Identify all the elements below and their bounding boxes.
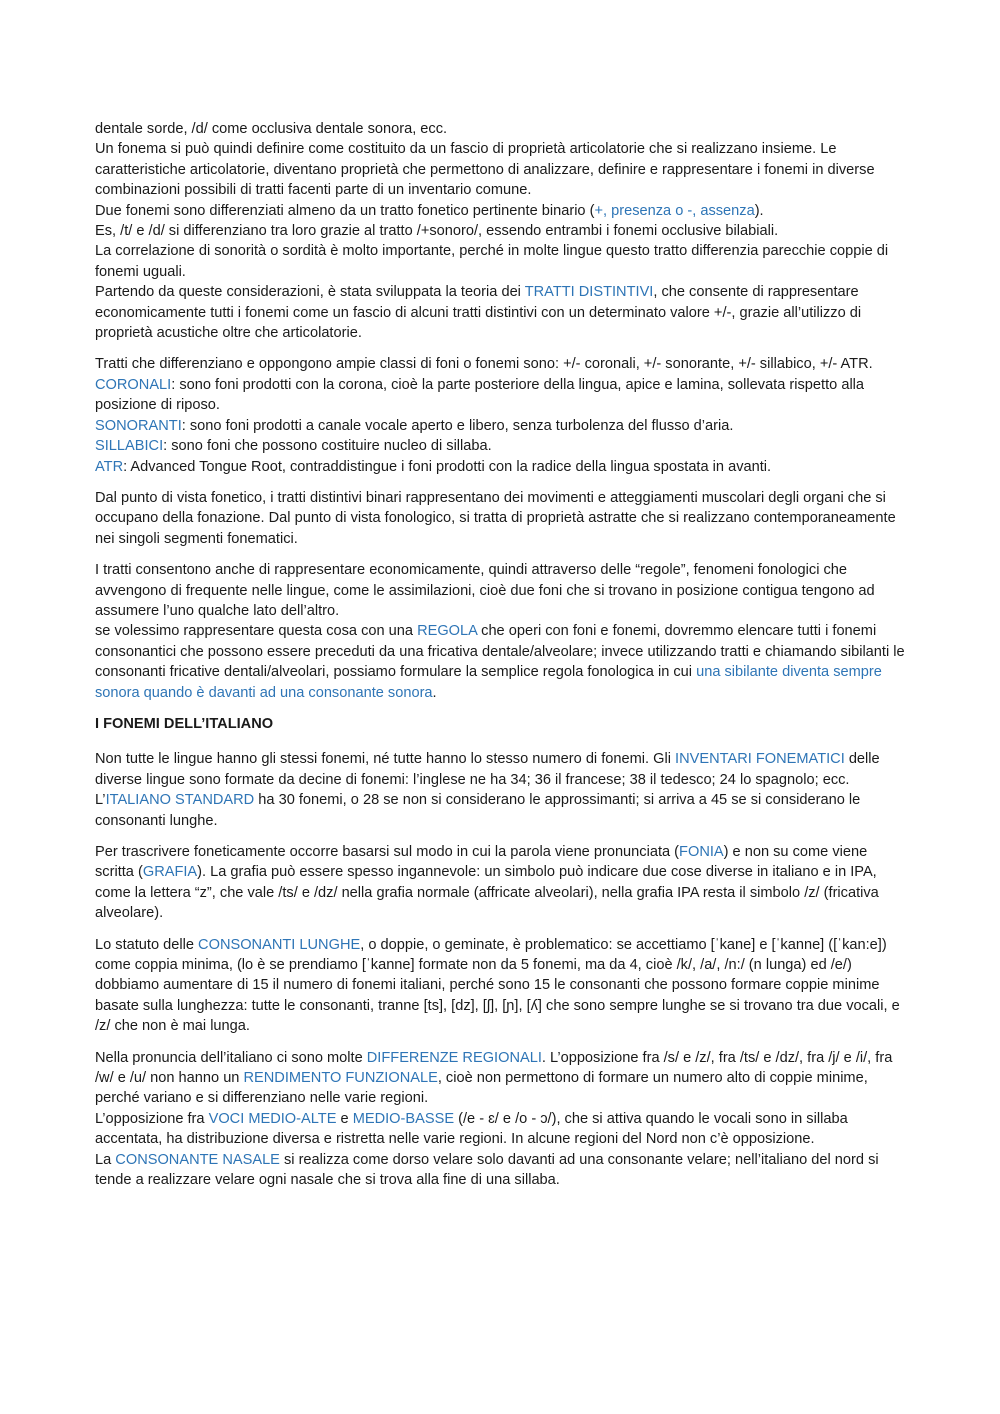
text-segment: . L’opposizione fra /s/ e /z/, fra /ts/ e /dz/, fra /j/ e /i/, fra /w/ e /u/ non hanno un [95, 1049, 893, 1087]
text-line [95, 935, 907, 1037]
highlighted-term: RENDIMENTO FUNZIONALE [243, 1070, 438, 1087]
text-line [95, 749, 907, 790]
text-line: La correlazione di sonorità o sordità è molto importante, perché in molte lingue questo tratto differenzia parecchie coppie di fonemi uguali. [95, 243, 889, 280]
text-segment: : sono foni prodotti con la corona, cioè la parte posteriore della lingua, apice e lamina, sollevata rispetto alla posizione di riposo. [95, 376, 865, 414]
highlighted-term: FONIA [679, 844, 724, 860]
text-segment: : sono foni che possono costituire nucleo di sillaba. [163, 438, 492, 455]
text-segment: delle diverse lingue sono formate da decine di fonemi: l’inglese ne ha 34; 36 il francese; 38 il tedesco; 24 lo spagnolo; ecc. [95, 751, 880, 788]
text-line [95, 790, 907, 831]
paragraph-2 [95, 354, 907, 476]
text-segment: , o doppie, o geminate, è problematico: se accettiamo [ˈkane] e [ˈkanne] ([ˈkan:e]) come coppia minima, (lo è se prendiamo [ˈkanne] formate non da 5 fonemi, ma da 4, cioè /k/, /a/, /n:/ (n lunga) ed /e/) dobbiamo aumentare di 15 il numero di fonemi italiani, perché sono 15 le consonanti che possono formare coppie minime basate sulla lunghezza: tutte le consonanti, tranne [ts], [dz], [ʃ], [ɲ], [ʎ] che sono sempre lunghe se si trovano tra due vocali, e /z/ che non è mai lunga. [95, 936, 900, 1035]
text-segment: L’opposizione fra [95, 1110, 209, 1127]
paragraph-1 [95, 119, 907, 343]
text-line [95, 621, 907, 703]
text-line: Tratti che differenziano e oppongono ampie classi di foni o fonemi sono: +/- coronali, +/- sonorante, +/- sillabico, +/- ATR. [95, 356, 873, 373]
text-line [95, 842, 907, 924]
highlighted-term: CONSONANTE NASALE [115, 1151, 280, 1168]
text-segment: , che consente di rappresentare economicamente tutti i fonemi come un fascio di alcuni tratti distintivi con un determinato valore +/-, grazie all’utilizzo di proprietà acustiche oltre che articolatorie. [95, 284, 862, 342]
paragraph-6 [95, 842, 907, 924]
text-segment: La [95, 1151, 116, 1168]
highlighted-term: DIFFERENZE REGIONALI [366, 1049, 542, 1066]
text-segment: si realizza come dorso velare solo davanti ad una consonante velare; nell’italiano del nord si tende a realizzare velare ogni nasale che si trova alla fine di una sillaba. [95, 1151, 879, 1189]
text-segment: se volessimo rappresentare questa cosa con una [95, 623, 418, 640]
text-segment: e [336, 1110, 353, 1127]
text-line: I tratti consentono anche di rappresentare economicamente, quindi attraverso delle “regole”, fenomeni fonologici che avvengono di frequente nelle lingue, come le assimilazioni, cioè due foni che si trovano in posizione contigua tengono ad assumere l’uno qualche lato dell’altro. [95, 562, 875, 619]
highlighted-term: ITALIANO STANDARD [105, 792, 255, 809]
text-segment: ha 30 fonemi, o 28 se non si considerano le approssimanti; si arriva a 45 se si considerano le consonanti lunghe. [95, 792, 861, 829]
highlighted-term: SONORANTI [95, 417, 182, 434]
text-line [95, 1109, 907, 1150]
text-segment: Partendo da queste considerazioni, è stata sviluppata la teoria dei [95, 284, 525, 301]
text-segment: ). [754, 202, 764, 219]
highlighted-term: +, presenza o -, assenza [594, 202, 755, 219]
text-segment: Lo statuto delle [95, 936, 199, 953]
highlighted-term: MEDIO-BASSE [352, 1110, 455, 1127]
text-line [95, 201, 907, 221]
definition-sillabici [95, 436, 907, 456]
text-segment: Due fonemi sono differenziati almeno da un tratto fonetico pertinente binario ( [95, 202, 595, 219]
paragraph-3 [95, 488, 907, 549]
paragraph-4 [95, 560, 907, 703]
highlighted-term: REGOLA [417, 623, 478, 640]
text-segment: Non tutte le lingue hanno gli stessi fonemi, né tutte hanno lo stesso numero di fonemi. Gli [95, 751, 676, 768]
paragraph-7 [95, 935, 907, 1037]
text-segment: L’ [95, 792, 106, 809]
text-segment: Per trascrivere foneticamente occorre basarsi sul modo in cui la parola viene pronunciata ( [95, 844, 680, 860]
highlighted-term: ATR [95, 458, 124, 475]
paragraph-8 [95, 1048, 907, 1191]
text-segment: che operi con foni e fonemi, dovremmo elencare tutti i fonemi consonantici che possono essere preceduti da una fricativa dentale/alveolare; invece utilizzando tratti e chiamando sibilanti le consonanti fricative dentali/alveolari, possiamo formulare la semplice regola fonologica in cui [95, 623, 905, 681]
section-heading: I FONEMI DELL’ITALIANO [95, 715, 274, 732]
text-segment: : sono foni prodotti a canale vocale aperto e libero, senza turbolenza del flusso d’aria. [181, 417, 734, 434]
text-line: dentale sorde, /d/ come occlusiva dentale sonora, ecc. [95, 121, 448, 137]
highlighted-term: GRAFIA [142, 864, 198, 881]
text-line: Es, /t/ e /d/ si differenziano tra loro grazie al tratto /+sonoro/, essendo entrambi i fonemi occlusive bilabiali. [95, 223, 779, 240]
text-line [95, 1048, 907, 1109]
definition-coronali [95, 375, 907, 416]
highlighted-term: TRATTI DISTINTIVI [524, 284, 654, 301]
text-segment: ) e non su come viene scritta ( [95, 844, 868, 881]
highlighted-term: una sibilante diventa sempre sonora quando è davanti ad una consonante sonora [95, 664, 882, 701]
text-segment: . [432, 684, 437, 701]
definition-atr [95, 457, 907, 477]
text-line: Un fonema si può quindi definire come costituito da un fascio di proprietà articolatorie che si realizzano insieme. Le caratteristiche articolatorie, diventano proprietà che permettono di analizzare, definire e rappresentare i fonemi in diverse combinazioni possibili di tratti facenti parte di un inventario comune. [95, 141, 875, 199]
text-line [95, 1150, 907, 1191]
highlighted-term: SILLABICI [95, 438, 164, 455]
highlighted-term: CONSONANTI LUNGHE [198, 936, 361, 953]
text-line: Dal punto di vista fonetico, i tratti distintivi binari rappresentano dei movimenti e atteggiamenti muscolari degli organi che si occupano della fonazione. Dal punto di vista fonologico, si tratta di proprietà astratte che si realizzano contemporaneamente nei singoli segmenti fonematici. [95, 489, 896, 547]
text-segment: (/e - ɛ/ e /o - ɔ/), che si attiva quando le vocali sono in sillaba accentata, ha distribuzione diversa e ristretta nelle varie regioni. In alcune regioni del Nord non c’è opposizione. [95, 1110, 848, 1148]
document-page [95, 119, 907, 1202]
paragraph-5 [95, 749, 907, 831]
highlighted-term: CORONALI [95, 376, 172, 393]
text-segment: ). La grafia può essere spesso ingannevole: un simbolo può indicare due cose diverse in italiano e in IPA, come la lettera “z”, che vale /ts/ e /dz/ nella grafia normale (affricate alveolari), nella grafia IPA resta il simbolo /z/ (fricativa alveolare). [95, 864, 879, 922]
highlighted-term: INVENTARI FONEMATICI [675, 751, 845, 768]
text-segment: Nella pronuncia dell’italiano ci sono molte [95, 1049, 367, 1066]
text-line [95, 282, 907, 343]
text-segment: : Advanced Tongue Root, contraddistingue i foni prodotti con la radice della lingua spostata in avanti. [123, 458, 772, 475]
definition-sonoranti [95, 416, 907, 436]
text-segment: , cioè non permettono di formare un numero alto di coppie minime, perché variano e si differenziano nelle varie regioni. [95, 1070, 868, 1107]
highlighted-term: VOCI MEDIO-ALTE [208, 1110, 337, 1127]
